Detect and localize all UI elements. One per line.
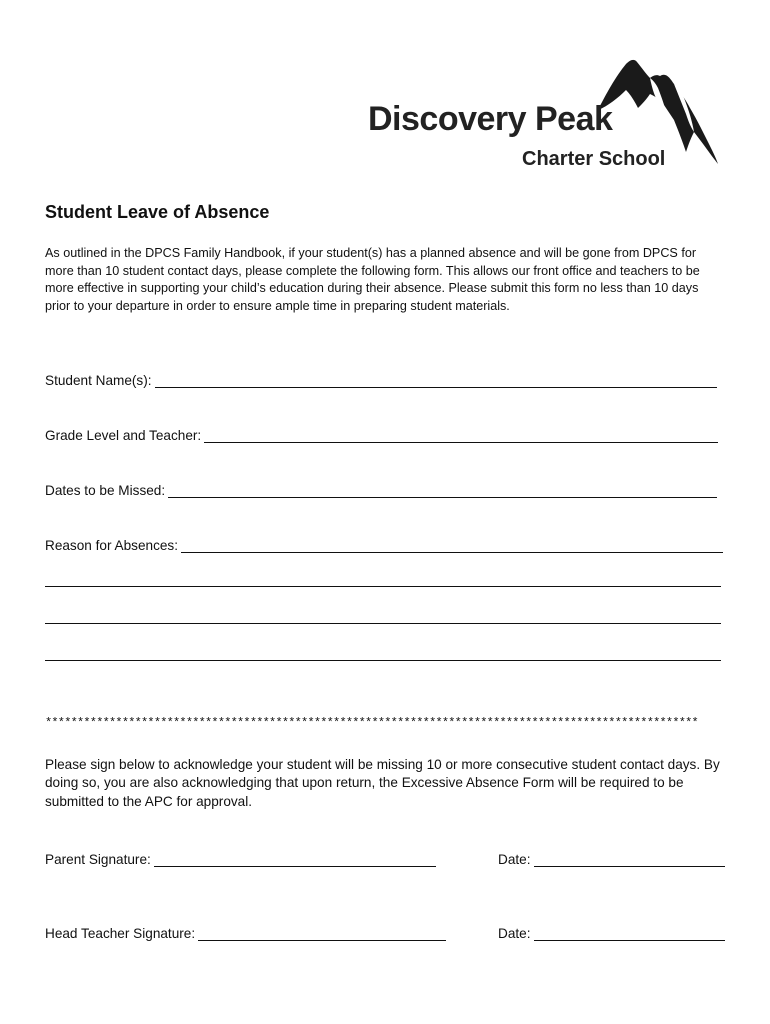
parent-date-input[interactable] xyxy=(534,852,726,867)
student-names-label: Student Name(s): xyxy=(45,373,152,388)
grade-teacher-input[interactable] xyxy=(204,428,718,443)
head-teacher-date-label: Date: xyxy=(498,926,531,941)
parent-signature-label: Parent Signature: xyxy=(45,852,151,867)
parent-signature-field xyxy=(45,845,436,867)
dates-missed-input[interactable] xyxy=(168,483,717,498)
reason-extra-line-1[interactable] xyxy=(45,586,721,587)
head-teacher-date-input[interactable] xyxy=(534,926,726,941)
parent-date-field xyxy=(498,845,725,867)
school-logo xyxy=(360,50,730,180)
acknowledgement-paragraph: Please sign below to acknowledge your student will be missing 10 or more consecutive student contact days. By doing so, you are also acknowledging that upon return, the Excessive Absence Form will be required to be submitted to the APC for approval. xyxy=(45,757,720,809)
dates-missed-label: Dates to be Missed: xyxy=(45,483,166,498)
parent-signature-input[interactable] xyxy=(154,852,436,867)
section-separator: ****************************************************************************************************** xyxy=(45,716,698,730)
student-names-input[interactable] xyxy=(155,373,717,388)
page-title: Student Leave of Absence xyxy=(45,202,270,222)
grade-teacher-label: Grade Level and Teacher: xyxy=(45,428,202,443)
grade-teacher-field xyxy=(45,421,718,443)
head-teacher-date-field xyxy=(498,919,725,941)
dates-missed-field xyxy=(45,476,717,498)
school-name: Discovery Peak xyxy=(368,100,613,138)
reason-extra-line-3[interactable] xyxy=(45,660,721,661)
intro-paragraph: As outlined in the DPCS Family Handbook, if your student(s) has a planned absence and will be gone from DPCS for more than 10 student contact days, please complete the following form. This allows our front office and teachers to be more effective in supporting your child’s education during their absence. Please submit this form no less than 10 days prior to your departure in order to ensure ample time in preparing student materials. xyxy=(45,246,700,313)
reason-extra-line-2[interactable] xyxy=(45,623,721,624)
head-teacher-signature-field xyxy=(45,919,446,941)
student-names-field xyxy=(45,366,717,388)
head-teacher-signature-label: Head Teacher Signature: xyxy=(45,926,196,941)
reason-label: Reason for Absences: xyxy=(45,538,178,553)
parent-date-label: Date: xyxy=(498,852,531,867)
head-teacher-signature-input[interactable] xyxy=(198,926,446,941)
reason-input[interactable] xyxy=(181,538,723,553)
reason-field xyxy=(45,531,723,553)
school-subtitle: Charter School xyxy=(522,148,666,170)
